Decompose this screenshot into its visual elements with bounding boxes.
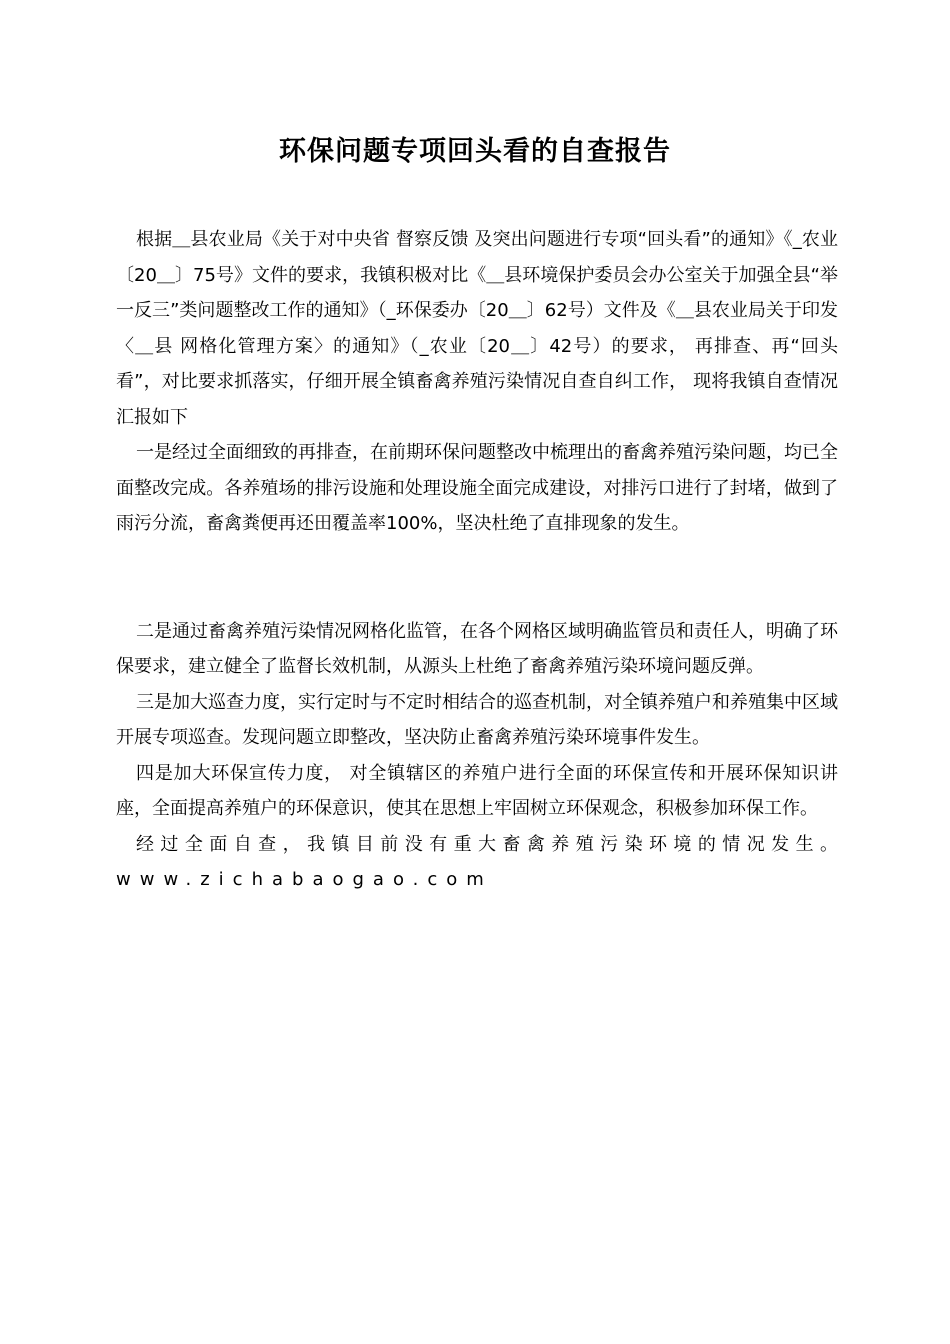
paragraph-conclusion xyxy=(116,827,838,898)
paragraph-intro: 根据＿县农业局《关于对中央省 督察反馈 及突出问题进行专项“回头看”的通知》《_农业〔20＿〕75号》文件的要求，我镇积极对比《＿县环境保护委员会办公室关于加强全县“举一反三”类问题整改工作的通知》（_环保委办〔20＿〕62号）文件及《＿县农业局关于印发〈＿县 网格化管理方案〉的通知》（_农业〔20＿〕42号）的要求， 再排查、再“回头看”，对比要求抓落实，仔细开展全镇畜禽养殖污染情况自查自纠工作， 现将我镇自查情况汇报如下 xyxy=(116,229,838,428)
paragraph-gap xyxy=(116,542,838,614)
document-title: 环保问题专项回头看的自查报告 xyxy=(279,136,671,167)
paragraph-point-four: 四是加大环保宣传力度， 对全镇辖区的养殖户进行全面的环保宣传和开展环保知识讲座，全面提高养殖户的环保意识，使其在思想上牢固树立环保观念，积极参加环保工作。 xyxy=(116,762,838,819)
document-body xyxy=(116,222,838,898)
paragraph-point-two: 二是通过畜禽养殖污染情况网格化监管，在各个网格区域明确监管员和责任人，明确了环保要求，建立健全了监督长效机制，从源头上杜绝了畜禽养殖污染环境问题反弹。 xyxy=(116,620,838,677)
source-url-text: www.zichabaogao.com xyxy=(116,869,493,890)
paragraph-point-one: 一是经过全面细致的再排查，在前期环保问题整改中梳理出的畜禽养殖污染问题，均已全面整改完成。各养殖场的排污设施和处理设施全面完成建设，对排污口进行了封堵，做到了雨污分流，畜禽粪便再还田覆盖率100%，坚决杜绝了直排现象的发生。 xyxy=(116,442,838,534)
conclusion-text: 经过全面自查，我镇目前没有重大畜禽养殖污染环境的情况发生。 xyxy=(136,833,838,855)
paragraph-point-three: 三是加大巡查力度，实行定时与不定时相结合的巡查机制，对全镇养殖户和养殖集中区域开展专项巡查。发现问题立即整改，坚决防止畜禽养殖污染环境事件发生。 xyxy=(116,691,838,748)
